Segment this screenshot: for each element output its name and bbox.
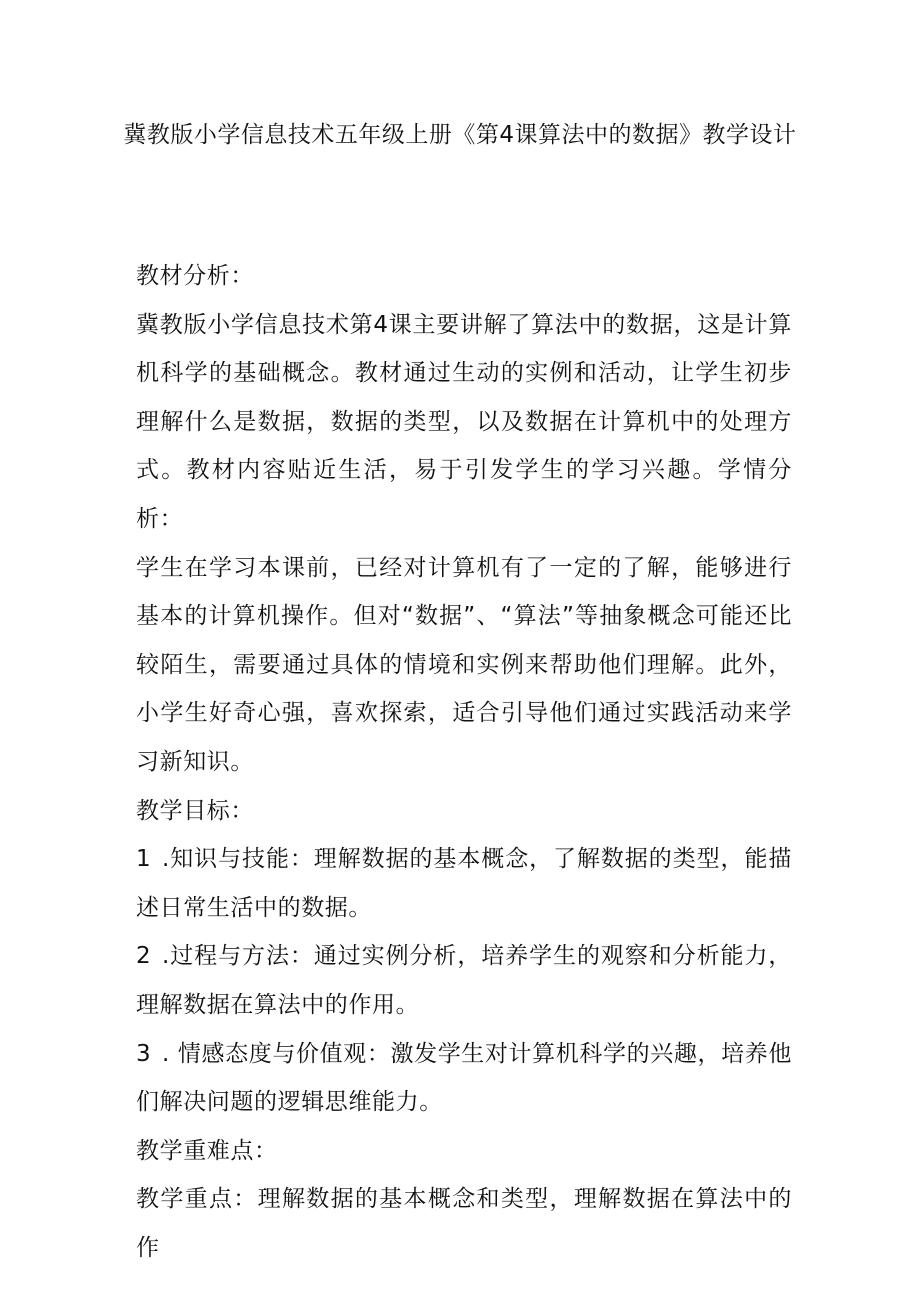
document-body xyxy=(136,252,792,1272)
objective-number: 1 xyxy=(136,846,152,873)
objective-item-2 xyxy=(136,932,792,1029)
objective-text: .知识与技能：理解数据的基本概念，了解数据的类型，能描述日常生活中的数据。 xyxy=(136,846,792,921)
objective-item-1 xyxy=(136,835,792,932)
section-heading-textbook-analysis: 教材分析： xyxy=(136,263,254,289)
objective-number: 2 xyxy=(136,943,152,970)
objective-text: .过程与方法：通过实例分析，培养学生的观察和分析能力，理解数据在算法中的作用。 xyxy=(136,943,792,1018)
objective-number: 3 xyxy=(136,1040,152,1067)
paragraph-textbook-analysis: 冀教版小学信息技术第4课主要讲解了算法中的数据，这是计算机科学的基础概念。教材通过生动的实例和活动，让学生初步理解什么是数据，数据的类型，以及数据在计算机中的处理方式。教材内容贴近生活，易于引发学生的学习兴趣。学情分析： xyxy=(136,311,792,532)
paragraph-learner-analysis: 学生在学习本课前，已经对计算机有了一定的了解，能够进行基本的计算机操作。但对“数据”、“算法”等抽象概念可能还比较陌生，需要通过具体的情境和实例来帮助他们理解。此外，小学生好奇心强，喜欢探索，适合引导他们通过实践活动来学习新知识。 xyxy=(136,554,792,775)
section-heading-key-difficulties: 教学重难点： xyxy=(136,1137,278,1164)
objective-text: . 情感态度与价值观：激发学生对计算机科学的兴趣，培养他们解决问题的逻辑思维能力。 xyxy=(136,1040,792,1116)
paragraph-key-points: 教学重点：理解数据的基本概念和类型，理解数据在算法中的作 xyxy=(136,1186,792,1261)
objective-item-3 xyxy=(136,1030,792,1127)
document-title: 冀教版小学信息技术五年级上册《第4课算法中的数据》教学设计 xyxy=(123,122,797,148)
section-heading-teaching-objectives: 教学目标： xyxy=(136,797,254,824)
